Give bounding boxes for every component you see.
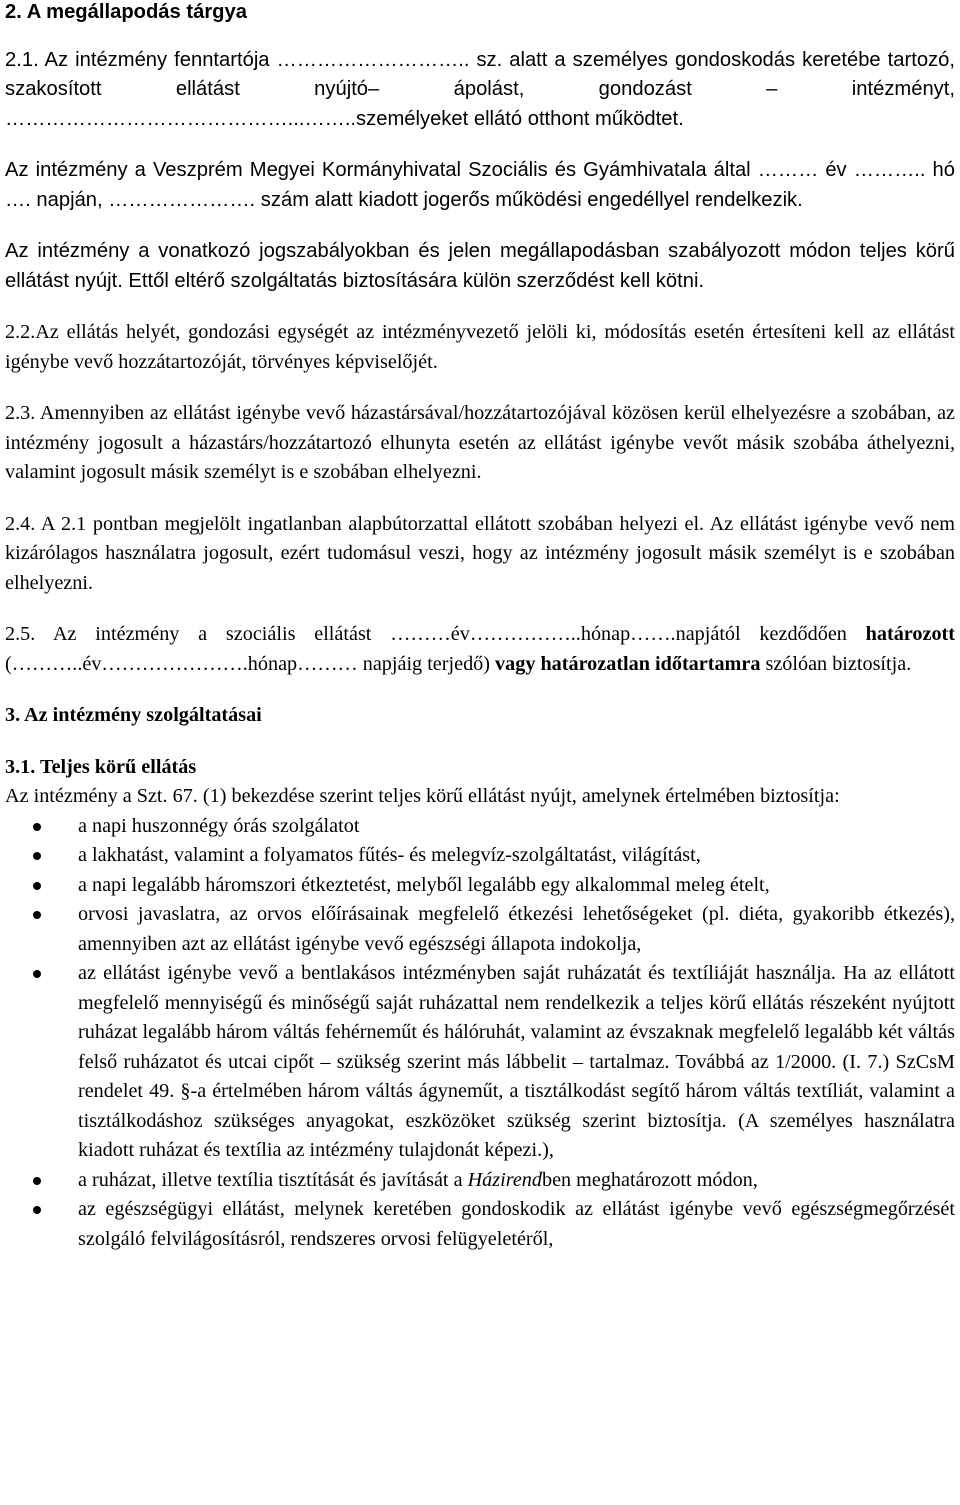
document-page (5, 0, 955, 1254)
paragraph-2-1-services: Az intézmény a vonatkozó jogszabályokban és jelen megállapodásban szabályozott módon teljes körű ellátást nyújt. Ettől eltérő szolgáltatás biztosítására külön szerződést kell kötni. (5, 240, 955, 292)
bullet-icon (33, 911, 41, 919)
list-item-text: a napi legalább háromszori étkeztetést, melyből legalább egy alkalommal meleg ételt, (78, 873, 770, 896)
list-item (5, 871, 955, 901)
list-item (5, 1166, 955, 1196)
section-2-heading: 2. A megállapodás tárgya (5, 1, 247, 23)
service-list (5, 812, 955, 1255)
bullet-icon (33, 970, 41, 978)
bullet-icon (33, 852, 41, 860)
list-item (5, 812, 955, 842)
paragraph-2-5-bold-fixed: határozott (865, 623, 955, 645)
list-item-text: orvosi javaslatra, az orvos előírásainak megfelelő étkezési lehetőségeket (pl. diéta, gyakoribb étkezés), amennyiben azt az ellátást igénybe vevő egészségi állapota indokolja, (78, 903, 955, 955)
paragraph-2-1-license: Az intézmény a Veszprém Megyei Kormányhivatal Szociális és Gyámhivatala által ……… év ……….. hó …. napján, …………………. szám alatt kiadott jogerős működési engedéllyel rendelkezik. (5, 159, 955, 211)
list-item-text: az ellátást igénybe vevő a bentlakásos intézményben saját ruházatát és textíliáját használja. Ha az ellátott megfelelő mennyiségű és minőségű saját ruházattal nem rendelkezik a teljes körű ellátás részeként nyújtott ruházat legalább három váltás fehérneműt és hálóruhát, valamint az évszaknak megfelelő legalább két váltás felső ruházatot és utcai cipőt – szükség szerint más lábbelit – tartalmaz. Továbbá az 1/2000. (I. 7.) SzCsM rendelet 49. §-a értelmében három váltás ágyneműt, a tisztálkodást segítő három váltás textíliát, valamint a tisztálkodáshoz szükséges anyagokat, eszközöket szükség szerint biztosítja. (A személyes használatra kiadott ruházat és textília az intézmény tulajdonát képezi.), (78, 962, 955, 1161)
list-item-text-b: ben meghatározott módon, (541, 1168, 758, 1191)
list-item (5, 841, 955, 871)
paragraph-2-5-text-c: szólóan biztosítja. (760, 652, 912, 675)
list-item-text: az egészségügyi ellátást, melynek keretében gondoskodik az ellátást igénybe vevő egészségmegőrzését szolgáló felvilágosításról, rendszeres orvosi felügyeletéről, (78, 1198, 955, 1250)
list-item-text-a: a ruházat, illetve textília tisztítását és javítását a (78, 1168, 468, 1191)
paragraph-2-2: 2.2.Az ellátás helyét, gondozási egységét az intézményvezető jelöli ki, módosítás esetén értesíteni kell az ellátást igénybe vevő hozzátartozóját, törvényes képviselőjét. (5, 321, 955, 373)
section-3-1-intro: Az intézmény a Szt. 67. (1) bekezdése szerint teljes körű ellátást nyújt, amelynek értelmében biztosítja: (5, 785, 840, 807)
list-item (5, 959, 955, 1166)
paragraph-2-3: 2.3. Amennyiben az ellátást igénybe vevő házastársával/hozzátartozójával közösen kerül elhelyezésre a szobában, az intézmény jogosult a házastárs/hozzátartozó elhunyta esetén az ellátást igénybe vevőt másik szobába áthelyezni, valamint jogosult másik személyt is e szobában elhelyezni. (5, 402, 955, 483)
list-item (5, 900, 955, 959)
bullet-icon (33, 1206, 41, 1214)
list-item (5, 1195, 955, 1254)
paragraph-2-5-text-a: 2.5. Az intézmény a szociális ellátást ………év……………..hónap…….napjától kezdődően (5, 623, 866, 645)
paragraph-2-4: 2.4. A 2.1 pontban megjelölt ingatlanban alapbútorzattal ellátott szobában helyezi el. Az ellátást igénybe vevő nem kizárólagos használatra jogosult, ezért tudomásul veszi, hogy az intézmény jogosult másik személyt is e szobában elhelyezni. (5, 512, 955, 594)
paragraph-2-1-operator: 2.1. Az intézmény fenntartója ……………………….. sz. alatt a személyes gondoskodás keretébe tartozó, szakosított ellátást nyújtó– ápolást, gondozást – intézményt, ……………………………………...……..személyeket ellátó otthont működtet. (5, 48, 955, 130)
bullet-icon (33, 823, 41, 831)
paragraph-2-5 (5, 620, 955, 679)
bullet-icon (33, 1177, 41, 1185)
paragraph-2-5-text-b: (………..év………………….hónap……… napjáig terjedő) (5, 652, 496, 675)
house-rules-reference: Házirend (467, 1168, 542, 1191)
section-3-1-heading: 3.1. Teljes körű ellátás (5, 755, 197, 778)
list-item-text: a lakhatást, valamint a folyamatos fűtés- és melegvíz-szolgáltatást, világítást, (78, 844, 701, 866)
list-item-text: a napi huszonnégy órás szolgálatot (78, 814, 360, 837)
bullet-icon (33, 882, 41, 890)
paragraph-2-5-bold-indefinite: vagy határozatlan időtartamra (495, 652, 761, 675)
section-3-heading: 3. Az intézmény szolgáltatásai (5, 704, 262, 726)
